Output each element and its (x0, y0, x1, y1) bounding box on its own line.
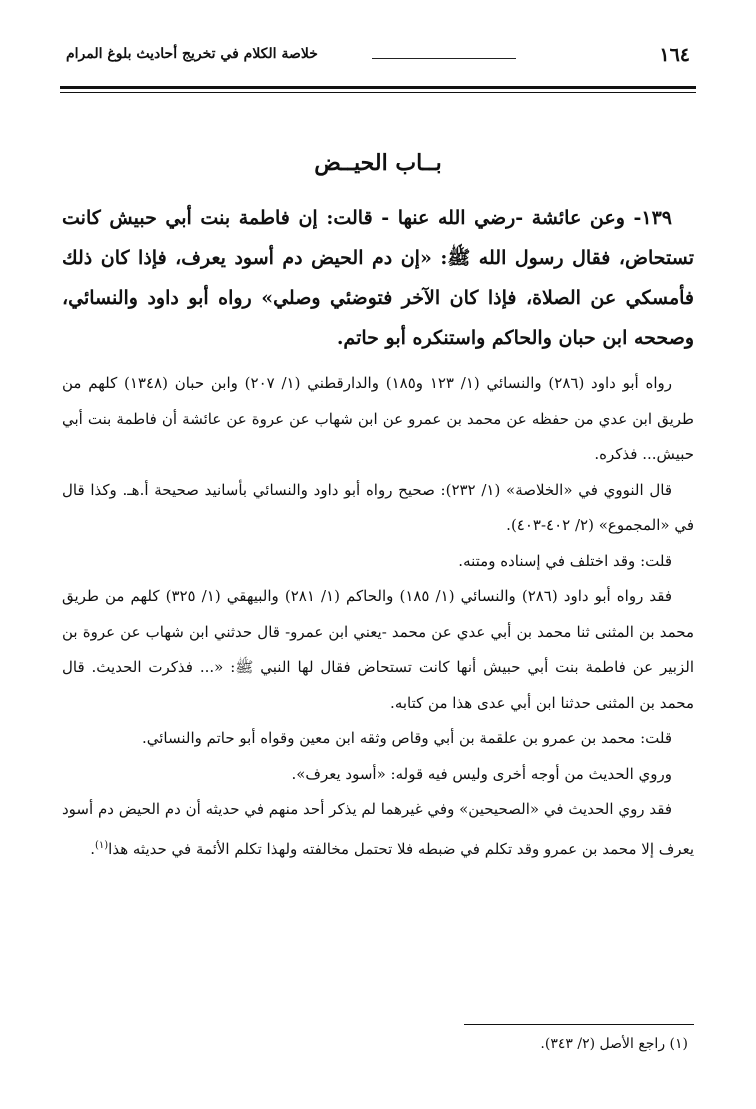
paragraph-other-routes: وروي الحديث من أوجه أخرى وليس فيه قوله: «أسود يعرف». (291, 764, 672, 783)
footnote: (١) راجع الأصل (٢/ ٣٤٣). (540, 1036, 688, 1052)
page-header (62, 40, 694, 82)
paragraph-riwaya: فقد رواه أبو داود (٢٨٦) والنسائي (١/ ١٨٥) والحاكم (١/ ٢٨١) والبيهقي (١/ ٣٢٥) كلهم من طريق محمد بن المثنى ثنا محمد بن أبي عدي عن محمد -يعني ابن عمرو- قال حدثني ابن شهاب عن عروة بن الزبير عن فاطمة بنت أبي حبيش أنها كانت تستحاض فقال لها النبي ﷺ: «... فذكرت الحديث. قال محمد بن المثنى حدثنا ابن أبي عدى هذا من كتابه. (62, 587, 694, 712)
running-title: خلاصة الكلام في تخريج أحاديث بلوغ المرام (66, 46, 318, 62)
footnote-rule (464, 1024, 694, 1025)
chapter-title: بــاب الحيــض (314, 150, 442, 176)
page-number: ١٦٤ (659, 44, 690, 66)
paragraph-takhrij: رواه أبو داود (٢٨٦) والنسائي (١/ ١٢٣ و١٨٥) والدارقطني (١/ ٢٠٧) وابن حبان (١٣٤٨) كلهم من طريق ابن عدي من حفظه عن محمد بن عمرو عن ابن شهاب عن عروة عن عائشة أن فاطمة بنت أبي حبيش... فذكره. (62, 374, 694, 463)
paragraph-ikhtilaf: قلت: وقد اختلف في إسناده ومتنه. (458, 551, 672, 570)
paragraph-narrator: قلت: محمد بن عمرو بن علقمة بن أبي وقاص وثقه ابن معين وقواه أبو حاتم والنسائي. (141, 729, 672, 747)
header-dash (372, 58, 516, 59)
main-text (62, 150, 694, 867)
paragraph-sahihayn: فقد روي الحديث في «الصحيحين» وفي غيرهما لم يذكر أحد منهم في حديثه أن دم الحيض دم أسود يعرف إلا محمد بن عمرو وقد تكلم في ضبطه فلا تحتمل مخالفته ولهذا تكلم الأئمة في حديثه هذا$^{(١)}$. (62, 800, 694, 858)
footnote-marker: (١) (94, 839, 109, 851)
hadith-text: ١٣٩- وعن عائشة -رضي الله عنها - قالت: إن فاطمة بنت أبي حبيش كانت تستحاض، فقال رسول الله ﷺ: «إن دم الحيض دم أسود يعرف، فإذا كان ذلك فأمسكي عن الصلاة، فإذا كان الآخر فتوضئي وصلي» رواه أبو داود والنسائي، وصححه ابن حبان والحاكم واستنكره أبو حاتم. (62, 207, 694, 349)
paragraph-sahihayn-text: فقد روي الحديث في «الصحيحين» وفي غيرهما لم يذكر أحد منهم في حديثه أن دم الحيض دم أسود يعرف إلا محمد بن عمرو وقد تكلم في ضبطه فلا تحتمل مخالفته ولهذا تكلم الأئمة في حديثه هذا (62, 800, 694, 858)
paragraph-nawawi: قال النووي في «الخلاصة» (١/ ٢٣٢): صحيح رواه أبو داود والنسائي بأسانيد صحيحة أ.هـ. وكذا قال في «المجموع» (٢/ ٤٠٢-٤٠٣). (62, 480, 694, 534)
header-rule-thick (60, 86, 696, 89)
header-rule-thin (60, 92, 696, 93)
